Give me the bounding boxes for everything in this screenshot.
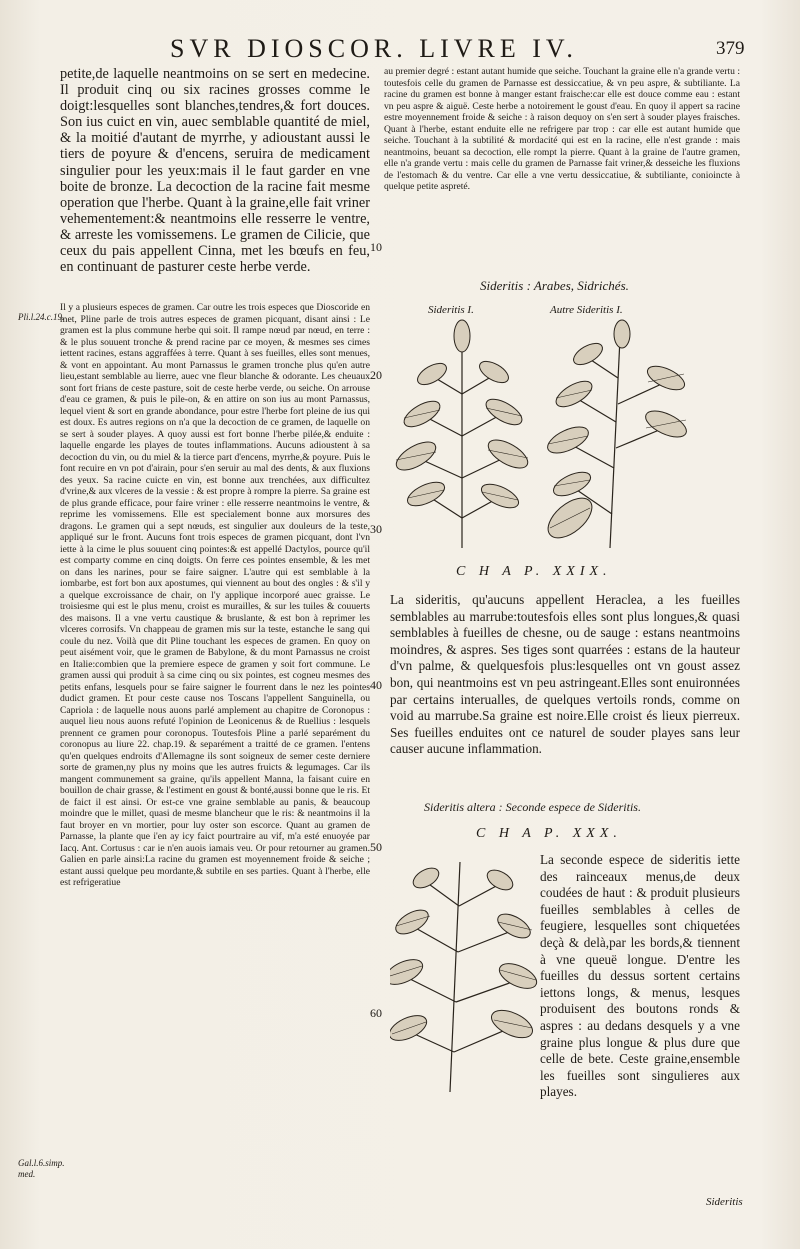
commentary-continued-text: au premier degré : estant autant humide que seiche. Touchant la graine elle n'a grande vertu : toutesfois celle du gramen de Parnasse est dessiccatiue, & vn peu aspre, & subtiliante. La racine du gramen est bonne à manger estant fraische:car elle est douce comme eau : estant vn peu aspre & aiguë. Ceste herbe a notoirement le goust d'eau. En quoy il appert sa racine estre moyennement froide & seiche : à raison dequoy on s'en sert à souder playes fraisches. Quant à l'herbe, estant enduite elle ne refrigere par trop : car elle est autant humide que seiche. Touchant à la subtilité & mordacité qui est en la racine, elle n'est grande : mais neantmoins, beuant sa decoction, elle rompt la pierre. Quant à la graine de l'autre gramen, elle n'a grande vertu : mais celle du gramen de Parnasse fait vriner,& desseiche les fluxions de l'estomach & du ventre. Car elle a vne vertu dessiccatiue, & subtiliante, conioincte à quelque petite aspreté. [384,66,740,192]
chapter-30-title: Sideritis altera : Seconde espece de Sideritis. [424,800,641,814]
chapter-29-text [390,592,740,788]
chapter-heading-29: C H A P. XXIX. [456,564,612,579]
running-title: SVR DIOSCOR. LIVRE IV. [170,34,578,63]
plant-name-line: Sideritis : Arabes, Sidrichés. [480,278,629,293]
chapter-30-text [390,852,740,1152]
line-number: 10 [370,240,382,254]
paragraph-text: petite,de laquelle neantmoins on se sert en medecine. Il produit cinq ou six racines grosses comme le doigt:lesquelles sont blanches,tendres,& fort douces. Son ius cuict en vin, auec semblable quantité de miel, & la moitié d'autant de myrrhe, y adioustant aussi le tiers de poyure & d'encens, seruira de medicament singulier pour les yeux:mais il le faut garder en vne boite de bronze. La decoction de la racine fait mesme operation que l'herbe. Quant à la graine,elle fait vriner vehementement:& neantmoins elle resserre le ventre, & arreste les vomissemens. Le gramen de Cilicie, que ceux du pais appellent Cinna, met les bœufs en feu, en continuant de pasturer ceste herbe verde. [60,66,370,276]
left-main-paragraph [60,66,370,294]
line-number: 20 [370,368,382,382]
catchword: Sideritis [706,1196,743,1208]
sideritis-woodcut-1 [388,318,536,552]
line-number: 40 [370,678,382,692]
right-commentary [384,66,740,278]
figure-label-2: Autre Sideritis I. [550,304,623,316]
line-number: 60 [370,1006,382,1020]
commentary-text: Il y a plusieurs especes de gramen. Car outre les trois especes que Dioscoride en met, Pline parle de trois autres especes de gramen picquant, disant ainsi : Le gramen est la plus commune herbe qui soit. Il rampe nœud par nœud, en terre : & le plus souuent tronche & prend racine par ce moyen, & mesmes ses cimes iettent racines, estans aggraffées à terre. Quant à ses fueilles, elles sont menues, & vont en appointant. Au mont Parnassus le gramen tronche plus qu'en autre lieu,estant semblable au lierre, auec vne fleur blanche & odorante. Les cheuaux sont fort frians de ceste pasture, soit de ceste herbe verde, ou seiche. On arrouse d'eau ce gramen, & puis le pile-on, & en attire on son ius au mont Parnassus, lequel vient & sort en grande abondance, pour estre l'herbe fort pleine de ius qui est doux. Es autres regions on n'a que la decoction de ce gramen, de laquelle on se sert à souder playes. A quoy aussi est fort bonne l'herbe pilée,& enduite : laquelle engarde les playes de toutes inflammations. Aucuns adioustent à sa decoction du vin, ou du miel & la tierce part d'encens, myrrhe,& poyure. Puis le font recuire en vn pot d'airain, pour s'en seruir au mal des dents, & aux fluxions des yeux. Sa racine cuicte en vin, est bonne aux trenchées, aux difficultez d'vrine,& aux vlceres de la vessie : & est propre à rompre la pierre. Sa graine est de plus grande efficace, pour faire vriner : elle resserre neantmoins le ventre, & reprime les vomissemens. Elle est specialement bonne aux morsures des dragons. Le gramen qui a sept nœuds, est singulier aux douleurs de la teste, appliqué sur le front. Aucuns font trois especes de gramen picquant, dont l'vn iette à la cime le plus souuent cinq pointes:& est appellé Dactylos, pource qu'il est comparty comme en cinq doigts. On ferre ces pointes ensemble, & les met on dans les narines, pour se faire saigner. L'autre qui est semblable à la iombarbe, est fort bon aux apostumes, qui viennent au bout des ongles : & s'il y a quelque excroissance de chair, on l'y applique incorporé auec graisse. Le troisiesme qui est le plus menu, croist es murailles, & sur les tuiles & couuerts des maisons. Il a vne vertu caustique & bruslante, & est bon à reprimer les vlceres corrosifs. Vn chappeau de gramen mis sur la teste, estanche le sang qui coule du nez. Voilà que dit Pline touchant les especes de gramen. En quoy on peut aisément voir, que le gramen de Babylone, & du mont Parnassus ne croist en Italie:combien que la premiere espece de gramen y soit fort commune. Le gramen aussi qui produit à sa cime cinq ou six pointes, est cogneu mesmes des petits enfans, lesquels pour se faire saigner le fourrent dans le nez les pointes dudict gramen. Et pour ceste cause nos Toscans l'appellent Sanguinella, ou Capriola : de laquelle nous auons parlé amplement au chapitre de Coronopus : auquel lieu nous auons refuté l'opinion de Leonicenus & de Ruellius : lesquels prennent ce gramen pour coronopus. Toutesfois Pline a parlé separément du coronopus au liure 22. chap.19. & separément a traitté de ce gramen. l'entens qu'en quelques endroits d'Allemagne ils sont soigneux de semer ceste derniere sorte de gramen,ny plus ny moins que les autres fruicts & legumages. Car ils mangent communement sa graine, qu'ils appellent Manna, la faisant cuire en bouillon de chair grasse, & l'estiment en goust & bonté,aussi bonne que le ris. Et de faict il est ainsi. Or est-ce vne graine semblable au panis, & beaucoup moindre que le millet, quasi de mesme blancheur que le ris: & neantmoins il la faut broyer en vn mortier, pour luy oster son escorce. Quant au gramen de Parnasse, la plante que i'en ay icy faict pourtraire au vif, m'a esté enuoyée par Iacq. Ant. Cortusus : car ie n'en auois iamais veu. Or pour retourner au gramen. Galien en parle ainsi:La racine du gramen est moyennement froide & seiche ; estant aussi quelque peu mordante,& subtile en ses parties. Quant à l'herbe, elle est refrigeratiue [60,302,370,888]
chapter-29-paragraph: La sideritis, qu'aucuns appellent Heraclea, a les fueilles semblables au marrube:toutesfois elles sont plus longues,& quasi semblables à fueilles de chesne, ou de sauge : estans neantmoins moindres, & aspres. Ses tiges sont quarrées : estans de la hauteur d'vn palme, & quelquesfois plus:lesquelles ont vn goust assez bon, qui neantmoins est vn peu astringeant.Elles sont enuironnées par certains interualles, de quelques vertoils ronds, comme on void au marrube.Sa graine est noire.Elle croist és lieux pierreux. Ses fueilles enduites ont ce naturel de souder playes sans leur causer aucune inflammation. [390,592,740,757]
chapter-30-paragraph: La seconde espece de sideritis iette des rainceaux menus,de deux coudées de haut : & produit plusieurs fueilles semblables à celles de feugiere, lesquelles sont chiquetées deçà & delà,par les bords,& tiennent à vne queuë longue. D'entre les fueilles du dessus sortent certains iettons longs, & menus, lesques produisent des boutons ronds & aspres : au dedans desquels y a vne graine plus longue & plus dure que celle de bete. Ceste graine,ensemble les fueilles sont singulieres aux playes. [540,852,740,1100]
sideritis-woodcut-3 [390,852,540,1096]
figure-label-1: Sideritis I. [428,304,474,316]
left-commentary [60,302,370,1237]
line-number: 50 [370,840,382,854]
line-number: 30 [370,522,382,536]
margin-note-galen: Gal.l.6.simp. med. [18,1158,65,1179]
sideritis-woodcut-2 [540,318,690,552]
chapter-heading-30: C H A P. XXX. [476,826,622,841]
page-number: 379 [716,38,745,59]
margin-note-pliny: Pli.l.24.c.19. [18,312,65,322]
